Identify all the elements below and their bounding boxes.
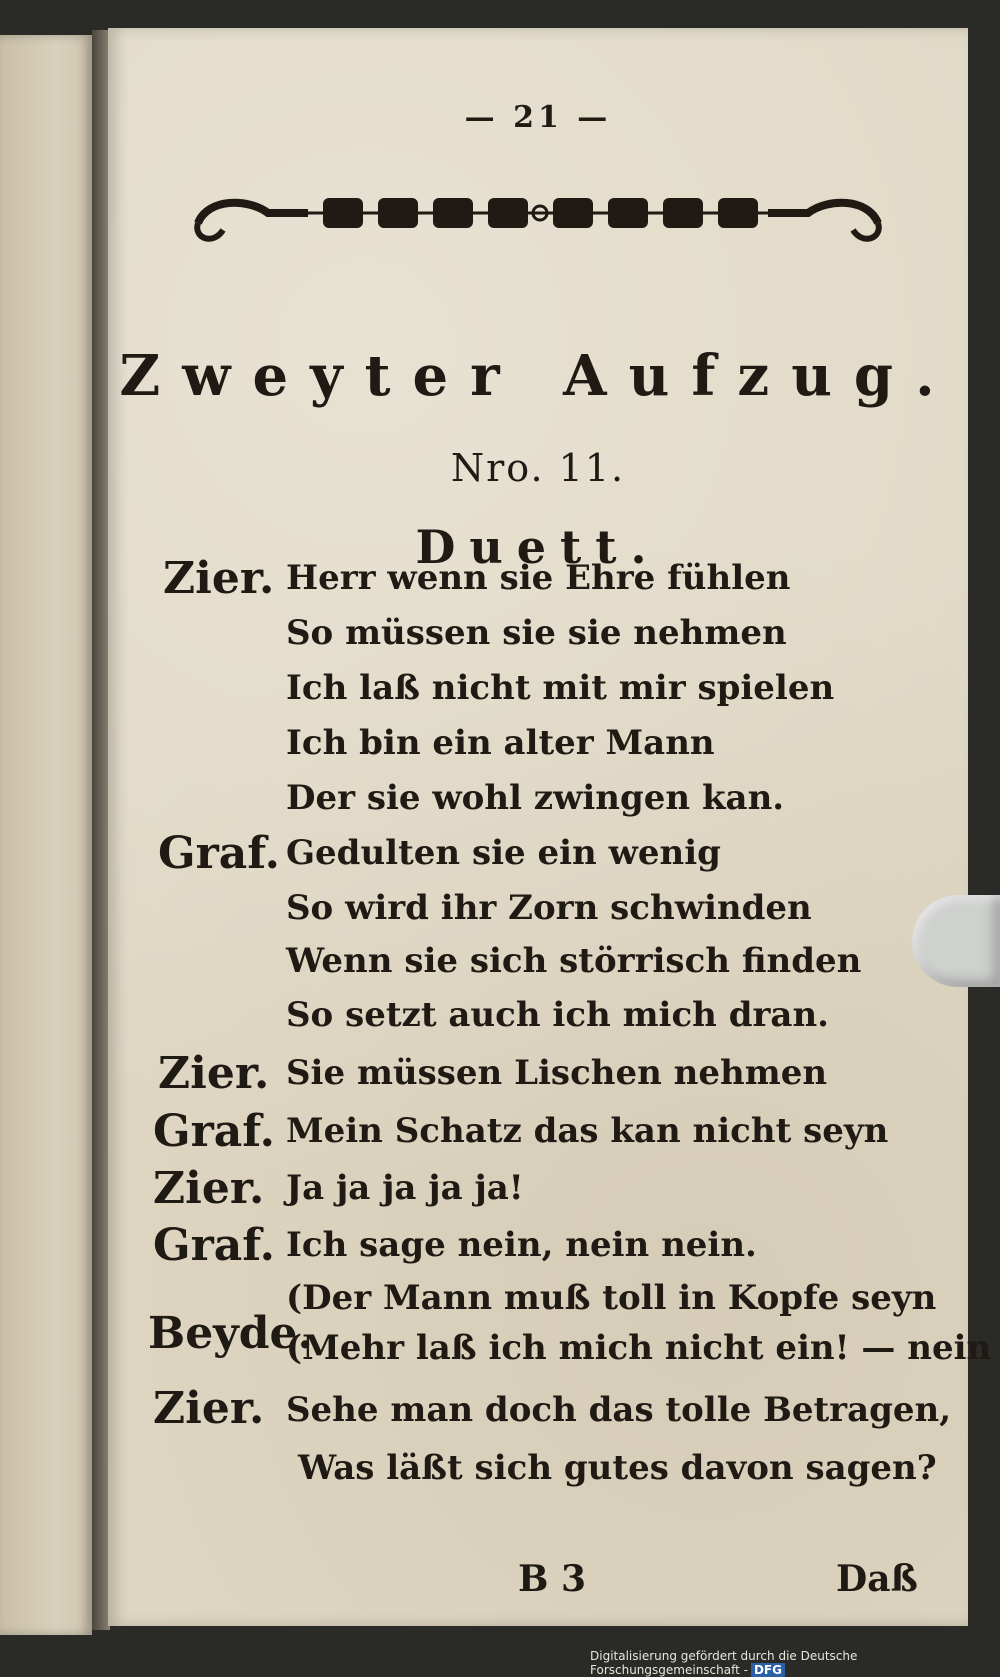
- act-title: Zweyter Aufzug.: [119, 343, 957, 409]
- verse-line: Ich laß nicht mit mir spielen: [286, 668, 835, 708]
- verse-line: Mein Schatz das kan nicht seyn: [286, 1111, 889, 1151]
- verse-line: Ich sage nein, nein nein.: [286, 1225, 757, 1265]
- verse-line: Ja ja ja ja ja!: [286, 1168, 524, 1208]
- verse-line: Der sie wohl zwingen kan.: [286, 778, 785, 818]
- duet-heading: Duett.: [415, 520, 661, 574]
- verse-line: So setzt auch ich mich dran.: [286, 995, 830, 1035]
- verse-line: Was läßt sich gutes davon sagen?: [298, 1448, 937, 1488]
- previous-page-edge: [0, 35, 92, 1635]
- speaker-label: Graf.: [153, 1106, 275, 1157]
- book-page: [108, 28, 992, 1626]
- verse-line: Sie müssen Lischen nehmen: [286, 1053, 828, 1093]
- number-heading: Nro. 11.: [450, 446, 626, 490]
- verse-line: Sehe man doch das tolle Betragen,: [286, 1390, 952, 1430]
- verse-line: (Mehr laß ich mich nicht ein! — nein: [286, 1328, 992, 1368]
- verse-line: Herr wenn sie Ehre fühlen: [286, 558, 791, 598]
- speaker-label: Graf.: [158, 828, 280, 879]
- speaker-label: Zier.: [163, 553, 275, 604]
- dfg-logo: DFG: [751, 1663, 785, 1677]
- page-number: — 21 —: [464, 100, 612, 135]
- credit-text: Digitalisierung gefördert durch die Deutsche Forschungsgemeinschaft -: [590, 1649, 858, 1677]
- verse-line: (Der Mann muß toll in Kopfe seyn: [286, 1278, 937, 1318]
- verse-line: So müssen sie sie nehmen: [286, 613, 787, 653]
- verse-line: Gedulten sie ein wenig: [286, 833, 721, 873]
- catchword: Daß: [836, 1558, 918, 1600]
- speaker-label: Beyde.: [148, 1308, 313, 1359]
- page-tab-marker: [912, 895, 1000, 987]
- speaker-label: Zier.: [153, 1163, 265, 1214]
- speaker-label: Zier.: [158, 1048, 270, 1099]
- speaker-label: Graf.: [153, 1220, 275, 1271]
- speaker-label: Zier.: [153, 1383, 265, 1434]
- signature-mark: B 3: [518, 1558, 587, 1600]
- verse-line: Wenn sie sich störrisch finden: [286, 941, 862, 981]
- ornament-header: [188, 178, 888, 253]
- verse-line: Ich bin ein alter Mann: [286, 723, 715, 763]
- verse-line: So wird ihr Zorn schwinden: [286, 888, 812, 928]
